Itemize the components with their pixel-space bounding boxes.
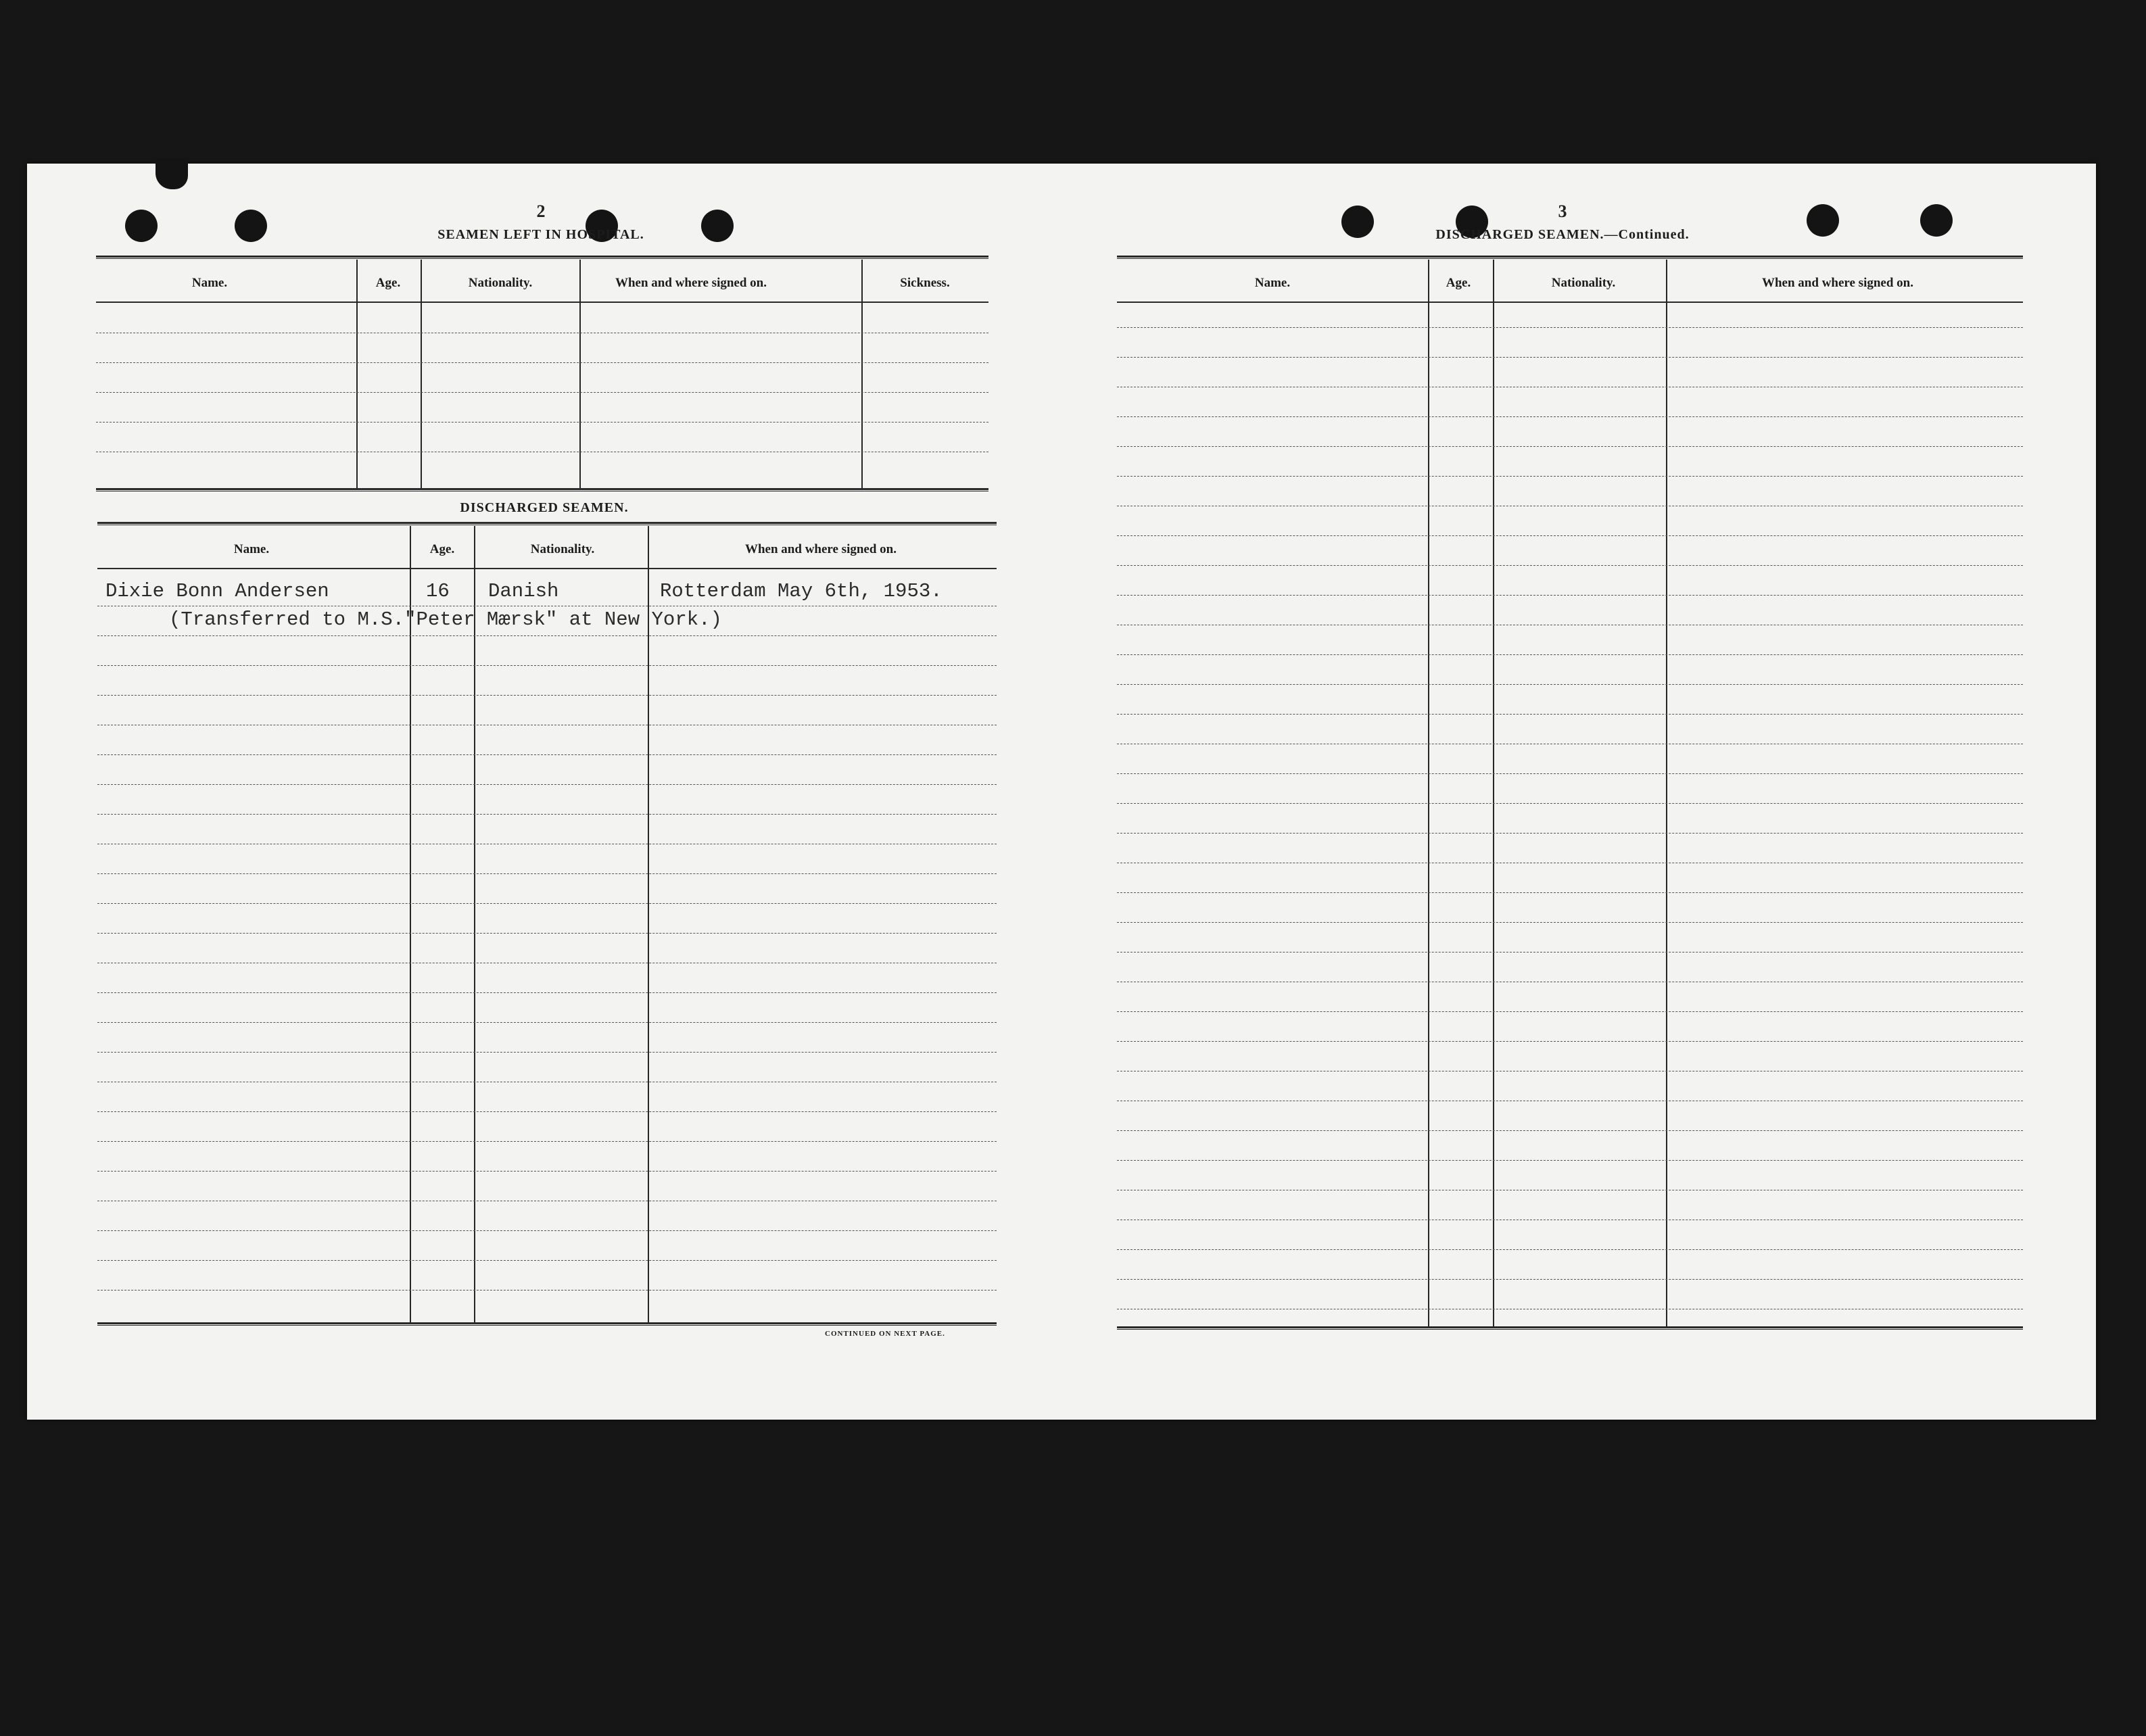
column-divider bbox=[356, 260, 358, 488]
header-rule bbox=[1117, 302, 2023, 303]
column-divider bbox=[579, 260, 581, 488]
table-rule bbox=[96, 256, 988, 259]
entry-line bbox=[97, 635, 997, 636]
entry-line bbox=[1117, 714, 2023, 715]
entry-line bbox=[1117, 952, 2023, 953]
table-rule bbox=[96, 488, 988, 491]
register-spread bbox=[27, 164, 2096, 1420]
col-header-nationality: Nationality. bbox=[530, 542, 595, 556]
column-divider bbox=[1428, 260, 1429, 1326]
torn-corner bbox=[156, 158, 188, 189]
column-divider bbox=[861, 260, 863, 488]
entry-line bbox=[1117, 416, 2023, 417]
entry-line bbox=[97, 695, 997, 696]
discharged-continued-title: DISCHARGED SEAMEN.—Continued. bbox=[1435, 227, 1690, 242]
entry-line bbox=[1117, 1130, 2023, 1131]
entry-line bbox=[97, 1022, 997, 1023]
entry-line bbox=[96, 362, 988, 363]
col-header-nationality: Nationality. bbox=[468, 276, 533, 290]
entry-line bbox=[97, 1141, 997, 1142]
col-header-age: Age. bbox=[429, 542, 455, 556]
entry-age: 16 bbox=[426, 580, 450, 602]
entry-line bbox=[1117, 1249, 2023, 1250]
col-header-sickness: Sickness. bbox=[900, 276, 950, 290]
punch-hole bbox=[235, 210, 267, 242]
entry-line bbox=[1117, 476, 2023, 477]
entry-name: Dixie Bonn Andersen bbox=[105, 580, 329, 602]
discharged-continued-table bbox=[1117, 256, 2023, 1337]
entry-line bbox=[97, 1052, 997, 1053]
entry-line bbox=[97, 903, 997, 904]
entry-line bbox=[1117, 535, 2023, 536]
entry-line bbox=[1117, 357, 2023, 358]
table-rule bbox=[97, 1322, 997, 1326]
column-divider bbox=[1493, 260, 1494, 1326]
entry-line bbox=[97, 665, 997, 666]
punch-hole bbox=[125, 210, 158, 242]
entry-line bbox=[97, 1230, 997, 1231]
col-header-signed-on: When and where signed on. bbox=[744, 542, 897, 556]
table-rule bbox=[1117, 1326, 2023, 1330]
entry-nationality: Danish bbox=[488, 580, 559, 602]
entry-line bbox=[1117, 684, 2023, 685]
col-header-age: Age. bbox=[1446, 276, 1471, 290]
hospital-table bbox=[96, 256, 988, 499]
entry-line bbox=[1117, 446, 2023, 447]
header-rule bbox=[97, 568, 997, 569]
entry-line bbox=[97, 992, 997, 993]
column-divider bbox=[410, 526, 411, 1324]
entry-signed-on: Rotterdam May 6th, 1953. bbox=[660, 580, 943, 602]
entry-line bbox=[97, 1111, 997, 1112]
entry-line bbox=[1117, 1279, 2023, 1280]
entry-line bbox=[96, 392, 988, 393]
entry-line bbox=[1117, 922, 2023, 923]
punch-hole bbox=[701, 210, 734, 242]
entry-line bbox=[1117, 833, 2023, 834]
hospital-section-title: SEAMEN LEFT IN HOSPITAL. bbox=[437, 227, 644, 242]
discharged-table bbox=[97, 522, 997, 1333]
entry-line bbox=[1117, 654, 2023, 655]
table-rule bbox=[97, 522, 997, 525]
entry-line bbox=[97, 784, 997, 785]
column-divider bbox=[421, 260, 422, 488]
entry-line bbox=[97, 933, 997, 934]
page-number: 2 bbox=[536, 201, 546, 221]
column-divider bbox=[474, 526, 475, 1324]
page-number: 3 bbox=[1558, 201, 1567, 221]
entry-line bbox=[1117, 803, 2023, 804]
entry-remark: (Transferred to M.S."Peter Mærsk" at New York.) bbox=[169, 608, 722, 631]
entry-line bbox=[97, 1290, 997, 1291]
table-rule bbox=[1117, 256, 2023, 259]
entry-line bbox=[1117, 565, 2023, 566]
col-header-signed-on: When and where signed on. bbox=[615, 276, 767, 290]
column-divider bbox=[1666, 260, 1667, 1326]
entry-line bbox=[1117, 773, 2023, 774]
punch-hole bbox=[1341, 206, 1374, 238]
discharged-section-title: DISCHARGED SEAMEN. bbox=[460, 500, 629, 515]
col-header-name: Name. bbox=[1254, 276, 1291, 290]
punch-hole bbox=[1807, 204, 1839, 237]
punch-hole bbox=[1920, 204, 1953, 237]
header-rule bbox=[96, 302, 988, 303]
entry-line bbox=[97, 873, 997, 874]
continued-note: CONTINUED ON NEXT PAGE. bbox=[825, 1330, 945, 1338]
entry-line bbox=[1117, 1041, 2023, 1042]
col-header-age: Age. bbox=[375, 276, 401, 290]
column-divider bbox=[648, 526, 649, 1324]
col-header-name: Name. bbox=[233, 542, 270, 556]
col-header-nationality: Nationality. bbox=[1551, 276, 1616, 290]
entry-line bbox=[1117, 1160, 2023, 1161]
entry-line bbox=[96, 422, 988, 423]
col-header-signed-on: When and where signed on. bbox=[1761, 276, 1914, 290]
entry-line bbox=[1117, 595, 2023, 596]
entry-line bbox=[97, 1171, 997, 1172]
entry-line bbox=[97, 1260, 997, 1261]
entry-line bbox=[1117, 327, 2023, 328]
entry-line bbox=[97, 754, 997, 755]
col-header-name: Name. bbox=[191, 276, 228, 290]
entry-line bbox=[1117, 892, 2023, 893]
entry-line bbox=[1117, 1011, 2023, 1012]
entry-line bbox=[97, 814, 997, 815]
